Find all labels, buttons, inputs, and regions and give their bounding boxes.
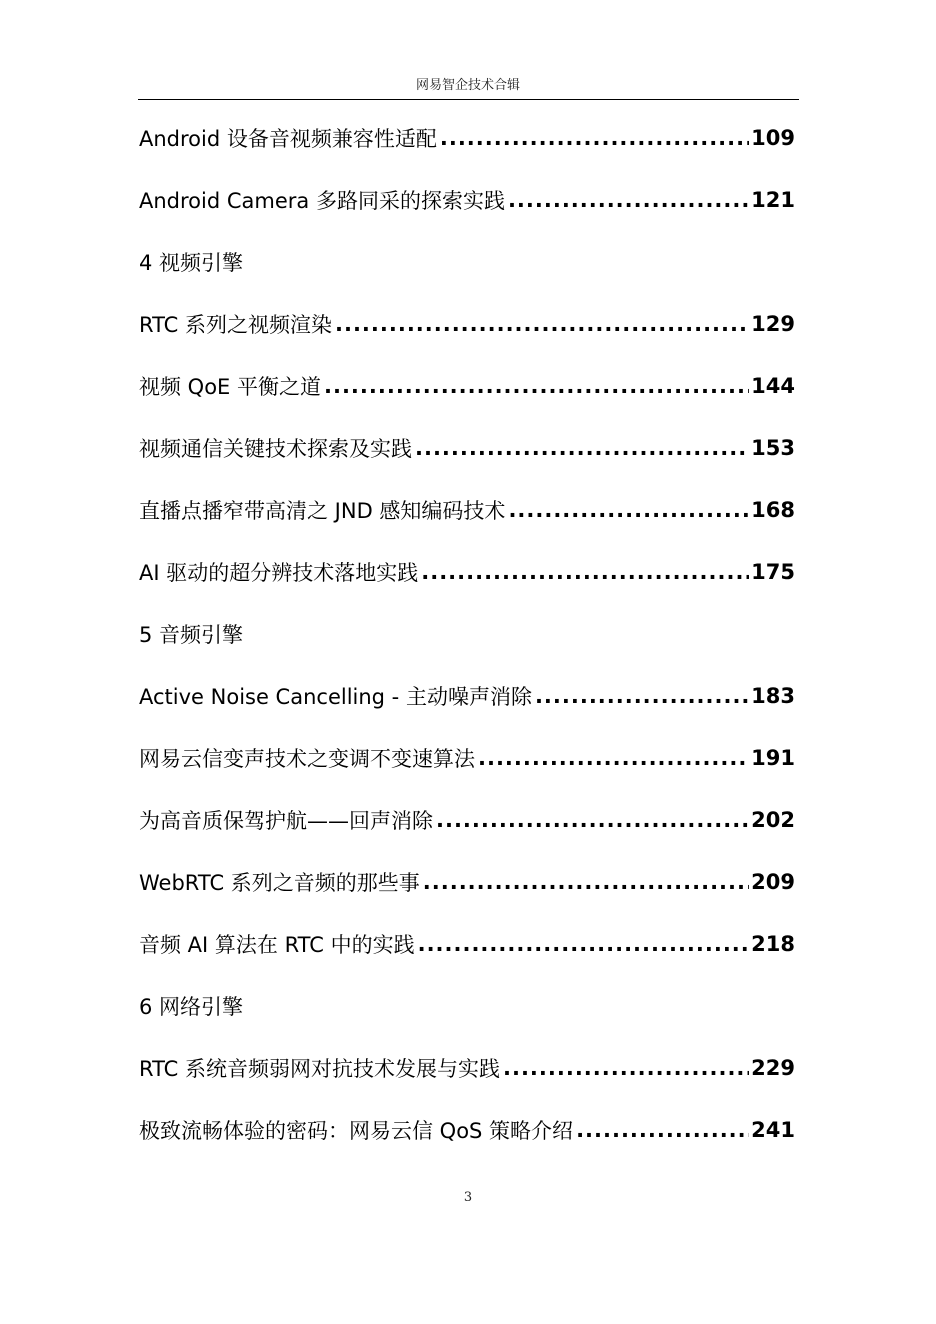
toc-entry[interactable] xyxy=(139,541,795,603)
toc-page-number: 229 xyxy=(751,1056,795,1080)
toc-entry[interactable] xyxy=(139,169,795,231)
toc-entry[interactable] xyxy=(139,479,795,541)
dot-leader xyxy=(436,808,749,832)
section-title: 4 视频引擎 xyxy=(139,251,244,275)
toc-page-number: 183 xyxy=(751,684,795,708)
toc-entry[interactable] xyxy=(139,665,795,727)
dot-leader xyxy=(421,560,749,584)
toc-entry-title: Active Noise Cancelling - 主动噪声消除 xyxy=(139,685,532,709)
dot-leader xyxy=(440,126,749,150)
toc-page-number: 168 xyxy=(751,498,795,522)
toc-entry[interactable] xyxy=(139,1037,795,1099)
page-number: 3 xyxy=(463,1190,473,1205)
dot-leader xyxy=(478,746,749,770)
toc-entry-title: 直播点播窄带高清之 JND 感知编码技术 xyxy=(139,499,506,523)
header-divider xyxy=(138,99,799,100)
toc-page-number: 121 xyxy=(751,188,795,212)
dot-leader xyxy=(415,436,749,460)
dot-leader xyxy=(508,188,749,212)
dot-leader xyxy=(503,1056,749,1080)
toc-entry-title: RTC 系列之视频渲染 xyxy=(139,313,332,337)
toc-page-number: 191 xyxy=(751,746,795,770)
toc-entry-title: 音频 AI 算法在 RTC 中的实践 xyxy=(139,933,415,957)
dot-leader xyxy=(423,870,749,894)
dot-leader xyxy=(418,932,750,956)
section-title: 5 音频引擎 xyxy=(139,623,244,647)
dot-leader xyxy=(324,374,749,398)
toc-page-number: 218 xyxy=(751,932,795,956)
table-of-contents xyxy=(139,107,795,1161)
toc-entry[interactable] xyxy=(139,355,795,417)
toc-entry[interactable] xyxy=(139,851,795,913)
toc-page-number: 109 xyxy=(751,126,795,150)
toc-section-heading xyxy=(139,603,795,665)
running-header: 网易智企技术合辑 xyxy=(415,78,520,93)
toc-entry[interactable] xyxy=(139,293,795,355)
toc-entry[interactable] xyxy=(139,107,795,169)
toc-entry[interactable] xyxy=(139,789,795,851)
toc-entry-title: Android 设备音视频兼容性适配 xyxy=(139,127,437,151)
toc-entry-title: Android Camera 多路同采的探索实践 xyxy=(139,189,505,213)
toc-entry-title: 网易云信变声技术之变调不变速算法 xyxy=(139,747,475,771)
toc-page-number: 153 xyxy=(751,436,795,460)
dot-leader xyxy=(508,498,749,522)
dot-leader xyxy=(335,312,749,336)
toc-page-number: 209 xyxy=(751,870,795,894)
toc-section-heading xyxy=(139,231,795,293)
toc-entry[interactable] xyxy=(139,913,795,975)
toc-entry-title: 视频通信关键技术探索及实践 xyxy=(139,437,412,461)
dot-leader xyxy=(576,1118,749,1142)
dot-leader xyxy=(535,684,749,708)
toc-entry-title: RTC 系统音频弱网对抗技术发展与实践 xyxy=(139,1057,500,1081)
toc-page-number: 202 xyxy=(751,808,795,832)
toc-page-number: 175 xyxy=(751,560,795,584)
toc-entry[interactable] xyxy=(139,417,795,479)
toc-page-number: 129 xyxy=(751,312,795,336)
toc-entry-title: AI 驱动的超分辨技术落地实践 xyxy=(139,561,419,585)
toc-entry-title: 为高音质保驾护航——回声消除 xyxy=(139,809,433,833)
toc-entry-title: WebRTC 系列之音频的那些事 xyxy=(139,871,420,895)
toc-page-number: 144 xyxy=(751,374,795,398)
toc-page-number: 241 xyxy=(751,1118,795,1142)
toc-entry-title: 视频 QoE 平衡之道 xyxy=(139,375,321,399)
toc-section-heading xyxy=(139,975,795,1037)
toc-entry[interactable] xyxy=(139,727,795,789)
section-title: 6 网络引擎 xyxy=(139,995,244,1019)
toc-entry-title: 极致流畅体验的密码：网易云信 QoS 策略介绍 xyxy=(139,1119,574,1143)
toc-entry[interactable] xyxy=(139,1099,795,1161)
